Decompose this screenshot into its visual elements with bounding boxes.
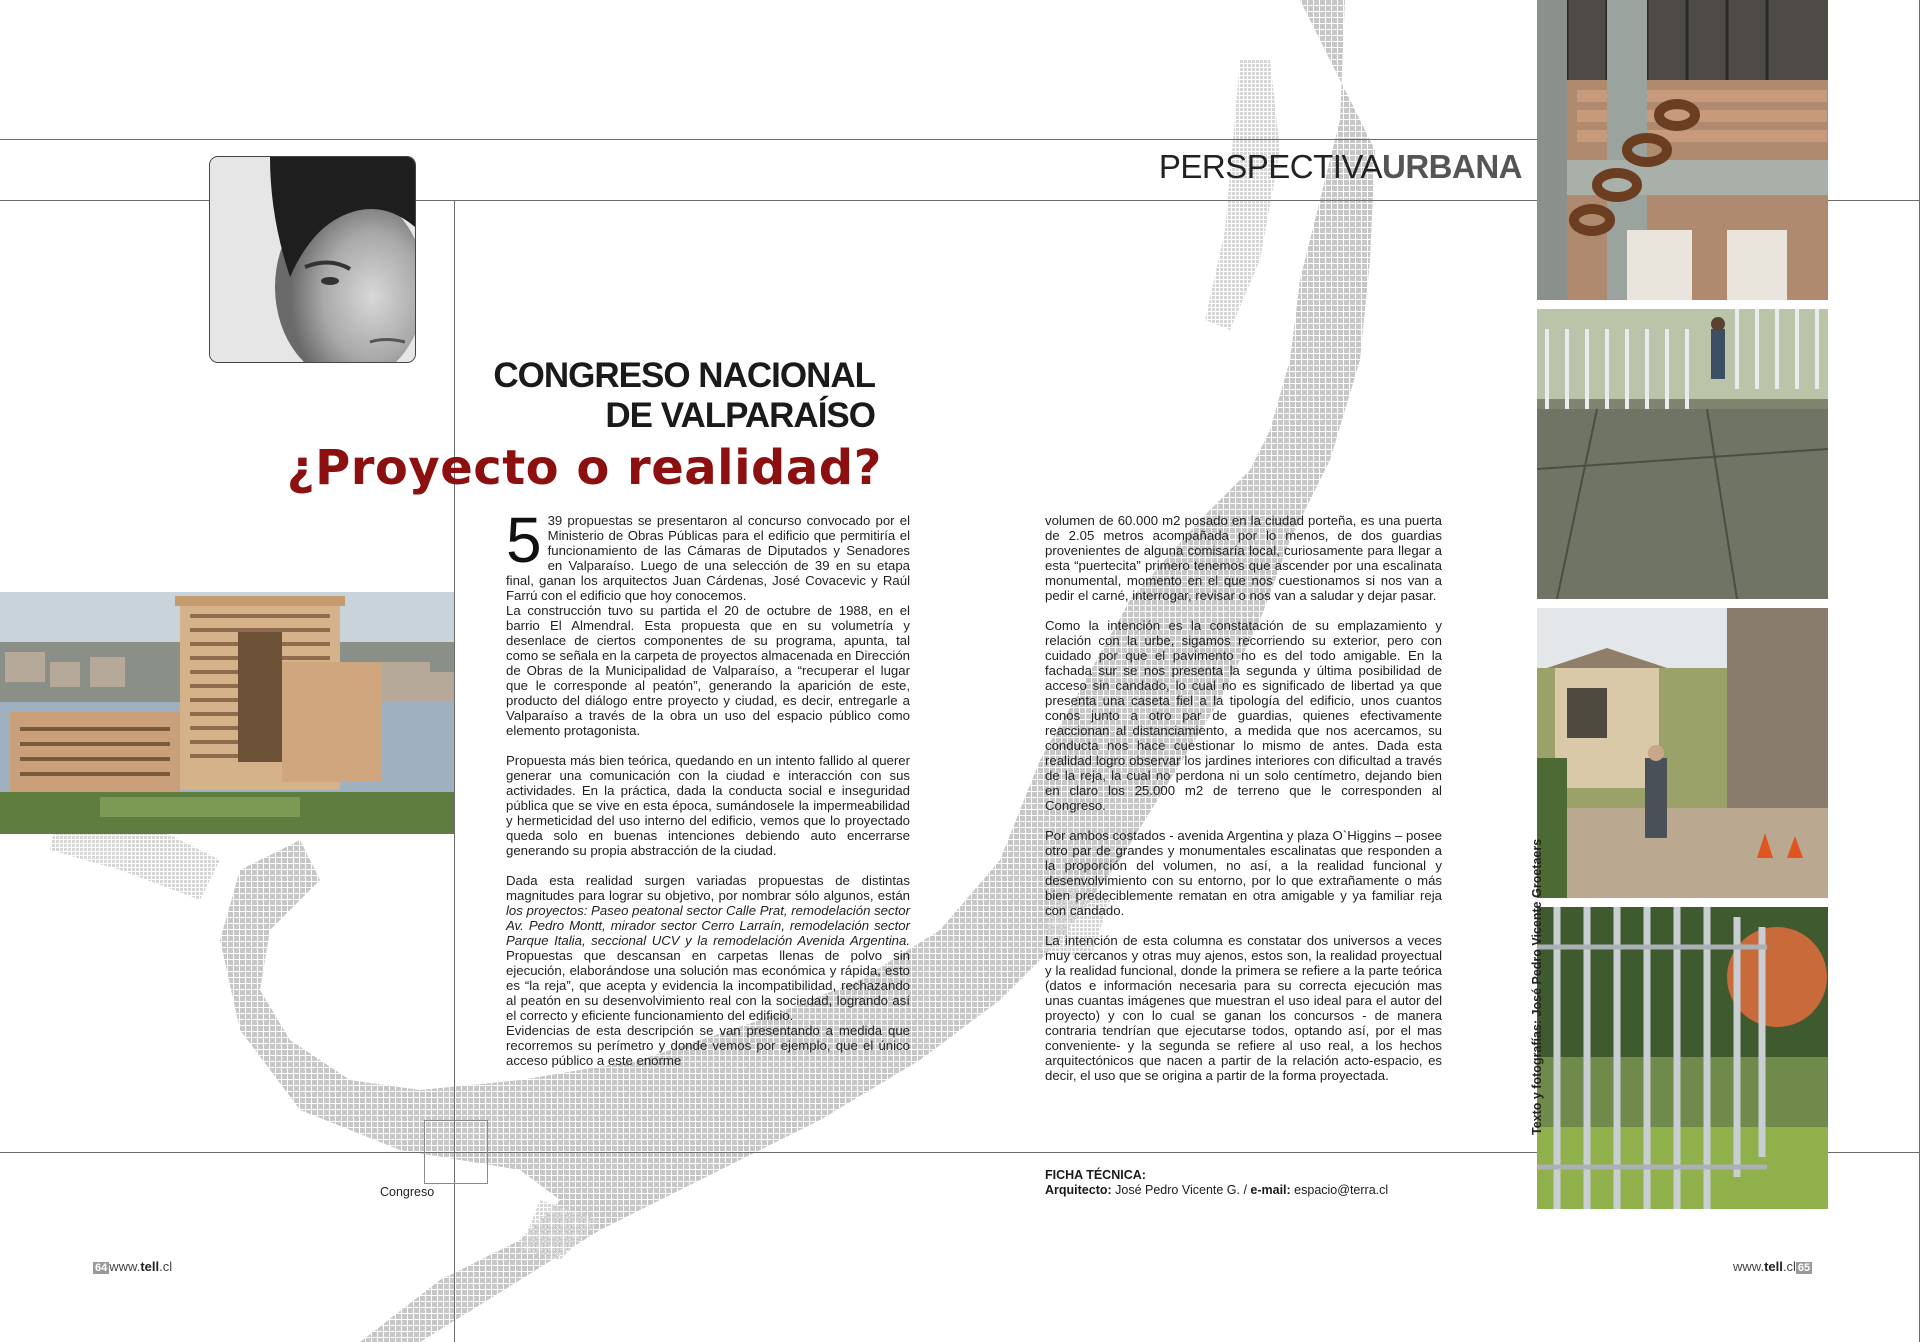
paragraph: Dada esta realidad surgen variadas propuestas de distintas magnitudes para lograr su objetivo, por nombrar sólo algunos, están los proyectos: Paseo peatonal sector Calle Prat, remodelación sector Av. Pedro Montt, mirador sector Cerro Larraín, remodelación sector Parque Italia, seccional UCV y la remodelación Avenida Argentina. Propuestas que descansan en carpetas llenas de polvo sin ejecución, elaborándose una solución mas económica y rápida, esto es “la reja”, que acepta y evidencia la incompatibilidad, rechazando al peatón en su desenvolvimiento real con la sociedad, logrando así el correcto y eficiente funcionamiento del edificio. bbox=[506, 873, 910, 1023]
headline-line-2: DE VALPARAÍSO bbox=[605, 396, 875, 435]
technical-sheet-details: Arquitecto: José Pedro Vicente G. / e-mail: espacio@terra.cl bbox=[1045, 1183, 1389, 1197]
footer-rule-right bbox=[1828, 200, 1920, 201]
article-column-left bbox=[506, 504, 910, 1083]
paragraph: La intención de esta columna es constatar dos universos a veces muy cercanos y otras muy ajenos, estos son, la realidad proyectual y la realidad funcional, donde la primera se refiere a la parte teórica (datos e información necesaria para su correcta ejecución mas unas cuantas imágenes que muestran el uso ideal para el autor del proyecto) y con lo cual se ganan los concursos - de manera contraria tendrían que ejecutarse todos, optando así, por el mas conveniente- y la segunda se refiere al uso real, a los hechos arquitectónicos que nacen a partir de la relación acto-espacio, es decir, el uso que se origina a partir de la forma proyectada. bbox=[1045, 933, 1442, 1083]
page-folio-left: 64 www.tell.cl bbox=[95, 1259, 173, 1274]
article-column-right bbox=[1045, 513, 1442, 1098]
caption-marker bbox=[424, 1120, 488, 1184]
guardhouse-photo bbox=[1537, 608, 1828, 898]
paragraph: La construcción tuvo su partida el 20 de octubre de 1988, en el barrio El Almendral. Esta propuesta que en su volumetría y desenlace de ciertos componentes de su programa, apunta, tal como se señala en la carpeta de proyectos almacenada en Dirección de Obras de la Municipalidad de Valparaíso, a “recuperar el lugar que le corresponde al peatón”, generando la aparición de este, producto del diálogo entre proyecto y ciudad, es decir, entregarle a Valparaíso a través de la obra un uso del espacio público como elemento protagonista. bbox=[506, 603, 910, 738]
paragraph: Propuesta más bien teórica, quedando en un intento fallido al querer generar una comunicación con la ciudad e interacción con sus actividades. En la práctica, dada la conducta social e inseguridad pública que se vive en esta época, sumándosele la impermeabilidad y hermeticidad del uso interno del edificio, vemos que lo proyectado queda solo en buenas intenciones debiendo auto encerrarse generando su propia abstracción de la ciudad. bbox=[506, 753, 910, 858]
steel-bars-photo bbox=[1537, 907, 1828, 1209]
section-title: PERSPECTIVAURBANA bbox=[1158, 148, 1522, 185]
locked-gate-photo bbox=[1537, 0, 1828, 300]
paragraph: Por ambos costados - avenida Argentina y plaza O`Higgins – posee otro par de grandes y monumentales escalinatas que responden a la proporción del volumen, no así, a la realidad funcional y desenvolvimiento con su entorno, por lo que extrañamente o más bien predeciblemente rematan en otra amigable y ya familiar reja con candado. bbox=[1045, 828, 1442, 918]
photo-credit: Texto y fotografías: José Pedro Vicente Groetaers bbox=[1530, 838, 1544, 1135]
paragraph: Evidencias de esta descripción se van presentando a medida que recorremos su perímetro y donde vemos por ejemplo, que el único acceso público a este enorme bbox=[506, 1023, 910, 1068]
paragraph: volumen de 60.000 m2 posado en la ciudad porteña, es una puerta de 2.05 metros acompañada por lo menos, de dos guardias provenientes de alguna comisaría local, curiosamente para llegar a esta “puertecita” primero tenemos que ascender por una escalinata monumental, momento en el que nos cuestionamos si nos van a pedir el carné, interrogar, revisar o nos van a saludar y dejar pasar. bbox=[1045, 513, 1442, 603]
congress-building-photo bbox=[0, 592, 454, 834]
headline-subtitle: ¿Proyecto o realidad? bbox=[286, 440, 882, 496]
headline-line-1: CONGRESO NACIONAL bbox=[493, 356, 875, 395]
technical-sheet-heading: FICHA TÉCNICA: bbox=[1045, 1168, 1146, 1182]
fence-walkway-photo bbox=[1537, 309, 1828, 599]
author-portrait bbox=[209, 156, 416, 363]
drop-cap: 5 bbox=[506, 504, 542, 576]
page-folio-right: www.tell.cl 65 bbox=[1733, 1259, 1811, 1274]
technical-sheet bbox=[1045, 1168, 1388, 1198]
top-rule bbox=[0, 139, 1537, 140]
paragraph: Como la intención es la constatación de su emplazamiento y relación con la urbe, sigamos recorriendo su exterior, pero con cuidado por que el pavimento no es del todo amigable. En la fachada sur se nos presenta la segunda y última posibilidad de acceso sin candado, lo cual no es significado de libertad ya que presenta una caseta fiel a la tipología del edificio, unos cuantos conos junto a otro par de guardias, quienes efectivamente reaccionan al distanciamiento, a medida que nos acercamos, su conducta nos hace cuestionar lo mismo de antes. Dada esta realidad logro observar los jardines interiores con dificultad a través de la reja, la cual no perdona ni un solo centímetro, dejando bien en claro los 25.000 m2 de terreno que le corresponden al Congreso. bbox=[1045, 618, 1442, 813]
photo-caption: Congreso bbox=[380, 1185, 435, 1199]
paragraph: 39 propuestas se presentaron al concurso convocado por el Ministerio de Obras Públicas para el edificio que permitiría el funcionamiento de las Cámaras de Diputados y Senadores en Valparaíso. Luego de una selección de 39 en su etapa final, ganan los arquitectos Juan Cárdenas, José Covacevic y Raúl Farrú con el edificio que hoy conocemos. bbox=[506, 513, 910, 603]
